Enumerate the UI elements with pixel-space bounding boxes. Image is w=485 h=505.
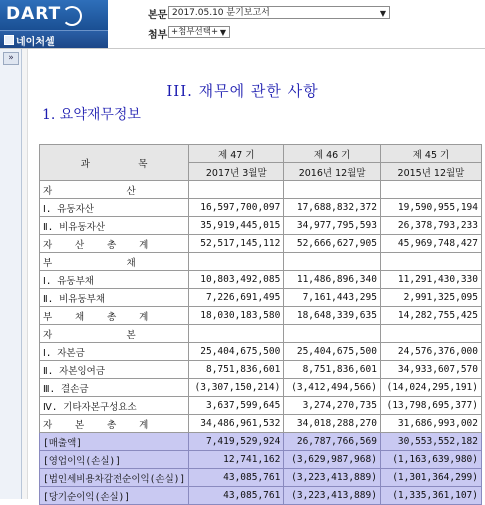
table-row — [40, 379, 482, 397]
row-label: 부 채 — [40, 253, 189, 271]
date-header: 2017년 3월말 — [189, 163, 284, 181]
header-item: 과 목 — [40, 145, 189, 181]
cell-value: 8,751,836,601 — [284, 361, 381, 379]
attachment-select-value: +첨부선택+ — [171, 27, 219, 37]
cell-value: 34,486,961,532 — [189, 415, 284, 433]
cell-value: 52,666,627,905 — [284, 235, 381, 253]
report-label: 본문 — [148, 10, 168, 21]
section-title: III. 재무에 관한 사항 — [166, 82, 319, 100]
report-select-value: 2017.05.10 분기보고서 — [172, 8, 270, 18]
cell-value: (3,223,413,889) — [284, 469, 381, 487]
report-select[interactable] — [168, 6, 390, 19]
cell-value: (13,798,695,377) — [380, 397, 481, 415]
cell-value: 7,161,443,295 — [284, 289, 381, 307]
cell-value — [189, 181, 284, 199]
row-label: Ⅱ. 자본잉여금 — [40, 361, 189, 379]
cell-value — [380, 253, 481, 271]
table-row — [40, 271, 482, 289]
cell-value: 16,597,700,097 — [189, 199, 284, 217]
company-nav-bar[interactable] — [0, 30, 108, 49]
cell-value: 34,018,288,270 — [284, 415, 381, 433]
cell-value — [189, 253, 284, 271]
table-row — [40, 469, 482, 487]
table-row — [40, 253, 482, 271]
table-row — [40, 343, 482, 361]
cell-value: 30,553,552,182 — [380, 433, 481, 451]
cell-value: 34,933,607,570 — [380, 361, 481, 379]
subsection-title: 1. 요약재무정보 — [42, 107, 141, 123]
row-label: [당기순이익(손실)] — [40, 487, 189, 505]
cell-value: 8,751,836,601 — [189, 361, 284, 379]
row-label: 자 산 총 계 — [40, 235, 189, 253]
logo-swoosh-icon — [62, 6, 82, 26]
cell-value: (3,223,413,889) — [284, 487, 381, 505]
cell-value: (3,307,150,214) — [189, 379, 284, 397]
cell-value: 34,977,795,593 — [284, 217, 381, 235]
cell-value — [189, 325, 284, 343]
row-label: 부 채 총 계 — [40, 307, 189, 325]
cell-value: 52,517,145,112 — [189, 235, 284, 253]
period-header: 제 47 기 — [189, 145, 284, 163]
period-header: 제 46 기 — [284, 145, 381, 163]
cell-value: 7,226,691,495 — [189, 289, 284, 307]
cell-value — [284, 325, 381, 343]
cell-value: (1,301,364,299) — [380, 469, 481, 487]
cell-value: 7,419,529,924 — [189, 433, 284, 451]
table-row — [40, 289, 482, 307]
row-label: [매출액] — [40, 433, 189, 451]
row-label: Ⅰ. 유동부채 — [40, 271, 189, 289]
cell-value: 17,688,832,372 — [284, 199, 381, 217]
cell-value: (14,024,295,191) — [380, 379, 481, 397]
table-row — [40, 199, 482, 217]
attach-label: 첨부 — [148, 30, 168, 41]
cell-value: 18,648,339,635 — [284, 307, 381, 325]
top-header — [0, 0, 485, 48]
cell-value: 26,378,793,233 — [380, 217, 481, 235]
cell-value: 18,030,183,580 — [189, 307, 284, 325]
date-header: 2016년 12월말 — [284, 163, 381, 181]
cell-value: 24,576,376,000 — [380, 343, 481, 361]
row-label: 자 본 — [40, 325, 189, 343]
dart-logo[interactable] — [0, 0, 108, 30]
table-row — [40, 181, 482, 199]
splitter[interactable] — [22, 49, 28, 499]
cell-value — [284, 181, 381, 199]
cell-value: 35,919,445,015 — [189, 217, 284, 235]
table-header-row — [40, 145, 482, 163]
row-label: [영업이익(손실)] — [40, 451, 189, 469]
sidebar — [0, 49, 22, 499]
row-label: [법인세비용차감전순이익(손실)] — [40, 469, 189, 487]
cell-value: 19,590,955,194 — [380, 199, 481, 217]
cell-value: 14,282,755,425 — [380, 307, 481, 325]
expand-sidebar-button[interactable]: » — [3, 52, 19, 65]
cell-value: 3,637,599,645 — [189, 397, 284, 415]
cell-value: (3,629,987,968) — [284, 451, 381, 469]
table-row — [40, 217, 482, 235]
cell-value: 45,969,748,427 — [380, 235, 481, 253]
cell-value: 31,686,993,002 — [380, 415, 481, 433]
table-row — [40, 433, 482, 451]
period-header: 제 45 기 — [380, 145, 481, 163]
table-row — [40, 415, 482, 433]
document-icon — [4, 35, 14, 45]
cell-value: 43,085,761 — [189, 469, 284, 487]
cell-value: (3,412,494,566) — [284, 379, 381, 397]
cell-value: 11,486,896,340 — [284, 271, 381, 289]
cell-value: (1,335,361,107) — [380, 487, 481, 505]
row-label: 자 산 — [40, 181, 189, 199]
table-row — [40, 361, 482, 379]
cell-value: 26,787,766,569 — [284, 433, 381, 451]
cell-value — [380, 181, 481, 199]
table-row — [40, 487, 482, 505]
cell-value: 2,991,325,095 — [380, 289, 481, 307]
cell-value: 43,085,761 — [189, 487, 284, 505]
table-row — [40, 451, 482, 469]
table-row — [40, 307, 482, 325]
row-label: Ⅰ. 유동자산 — [40, 199, 189, 217]
cell-value: 25,404,675,500 — [189, 343, 284, 361]
company-name: 네이처셀 — [16, 37, 55, 48]
cell-value: 12,741,162 — [189, 451, 284, 469]
cell-value: 11,291,430,330 — [380, 271, 481, 289]
cell-value — [380, 325, 481, 343]
attachment-select[interactable] — [168, 26, 230, 38]
row-label: Ⅱ. 비유동자산 — [40, 217, 189, 235]
chevron-down-icon: ▼ — [219, 28, 226, 37]
row-label: Ⅳ. 기타자본구성요소 — [40, 397, 189, 415]
row-label: Ⅰ. 자본금 — [40, 343, 189, 361]
financial-summary-table — [39, 144, 482, 505]
logo-text: DART — [6, 4, 62, 24]
row-label: Ⅲ. 결손금 — [40, 379, 189, 397]
cell-value: (1,163,639,980) — [380, 451, 481, 469]
table-row — [40, 235, 482, 253]
date-header: 2015년 12월말 — [380, 163, 481, 181]
cell-value: 25,404,675,500 — [284, 343, 381, 361]
cell-value — [284, 253, 381, 271]
table-row — [40, 397, 482, 415]
chevron-down-icon: ▼ — [379, 9, 386, 18]
row-label: 자 본 총 계 — [40, 415, 189, 433]
table-row — [40, 325, 482, 343]
cell-value: 10,803,492,085 — [189, 271, 284, 289]
cell-value: 3,274,270,735 — [284, 397, 381, 415]
row-label: Ⅱ. 비유동부채 — [40, 289, 189, 307]
header-divider — [0, 48, 485, 49]
